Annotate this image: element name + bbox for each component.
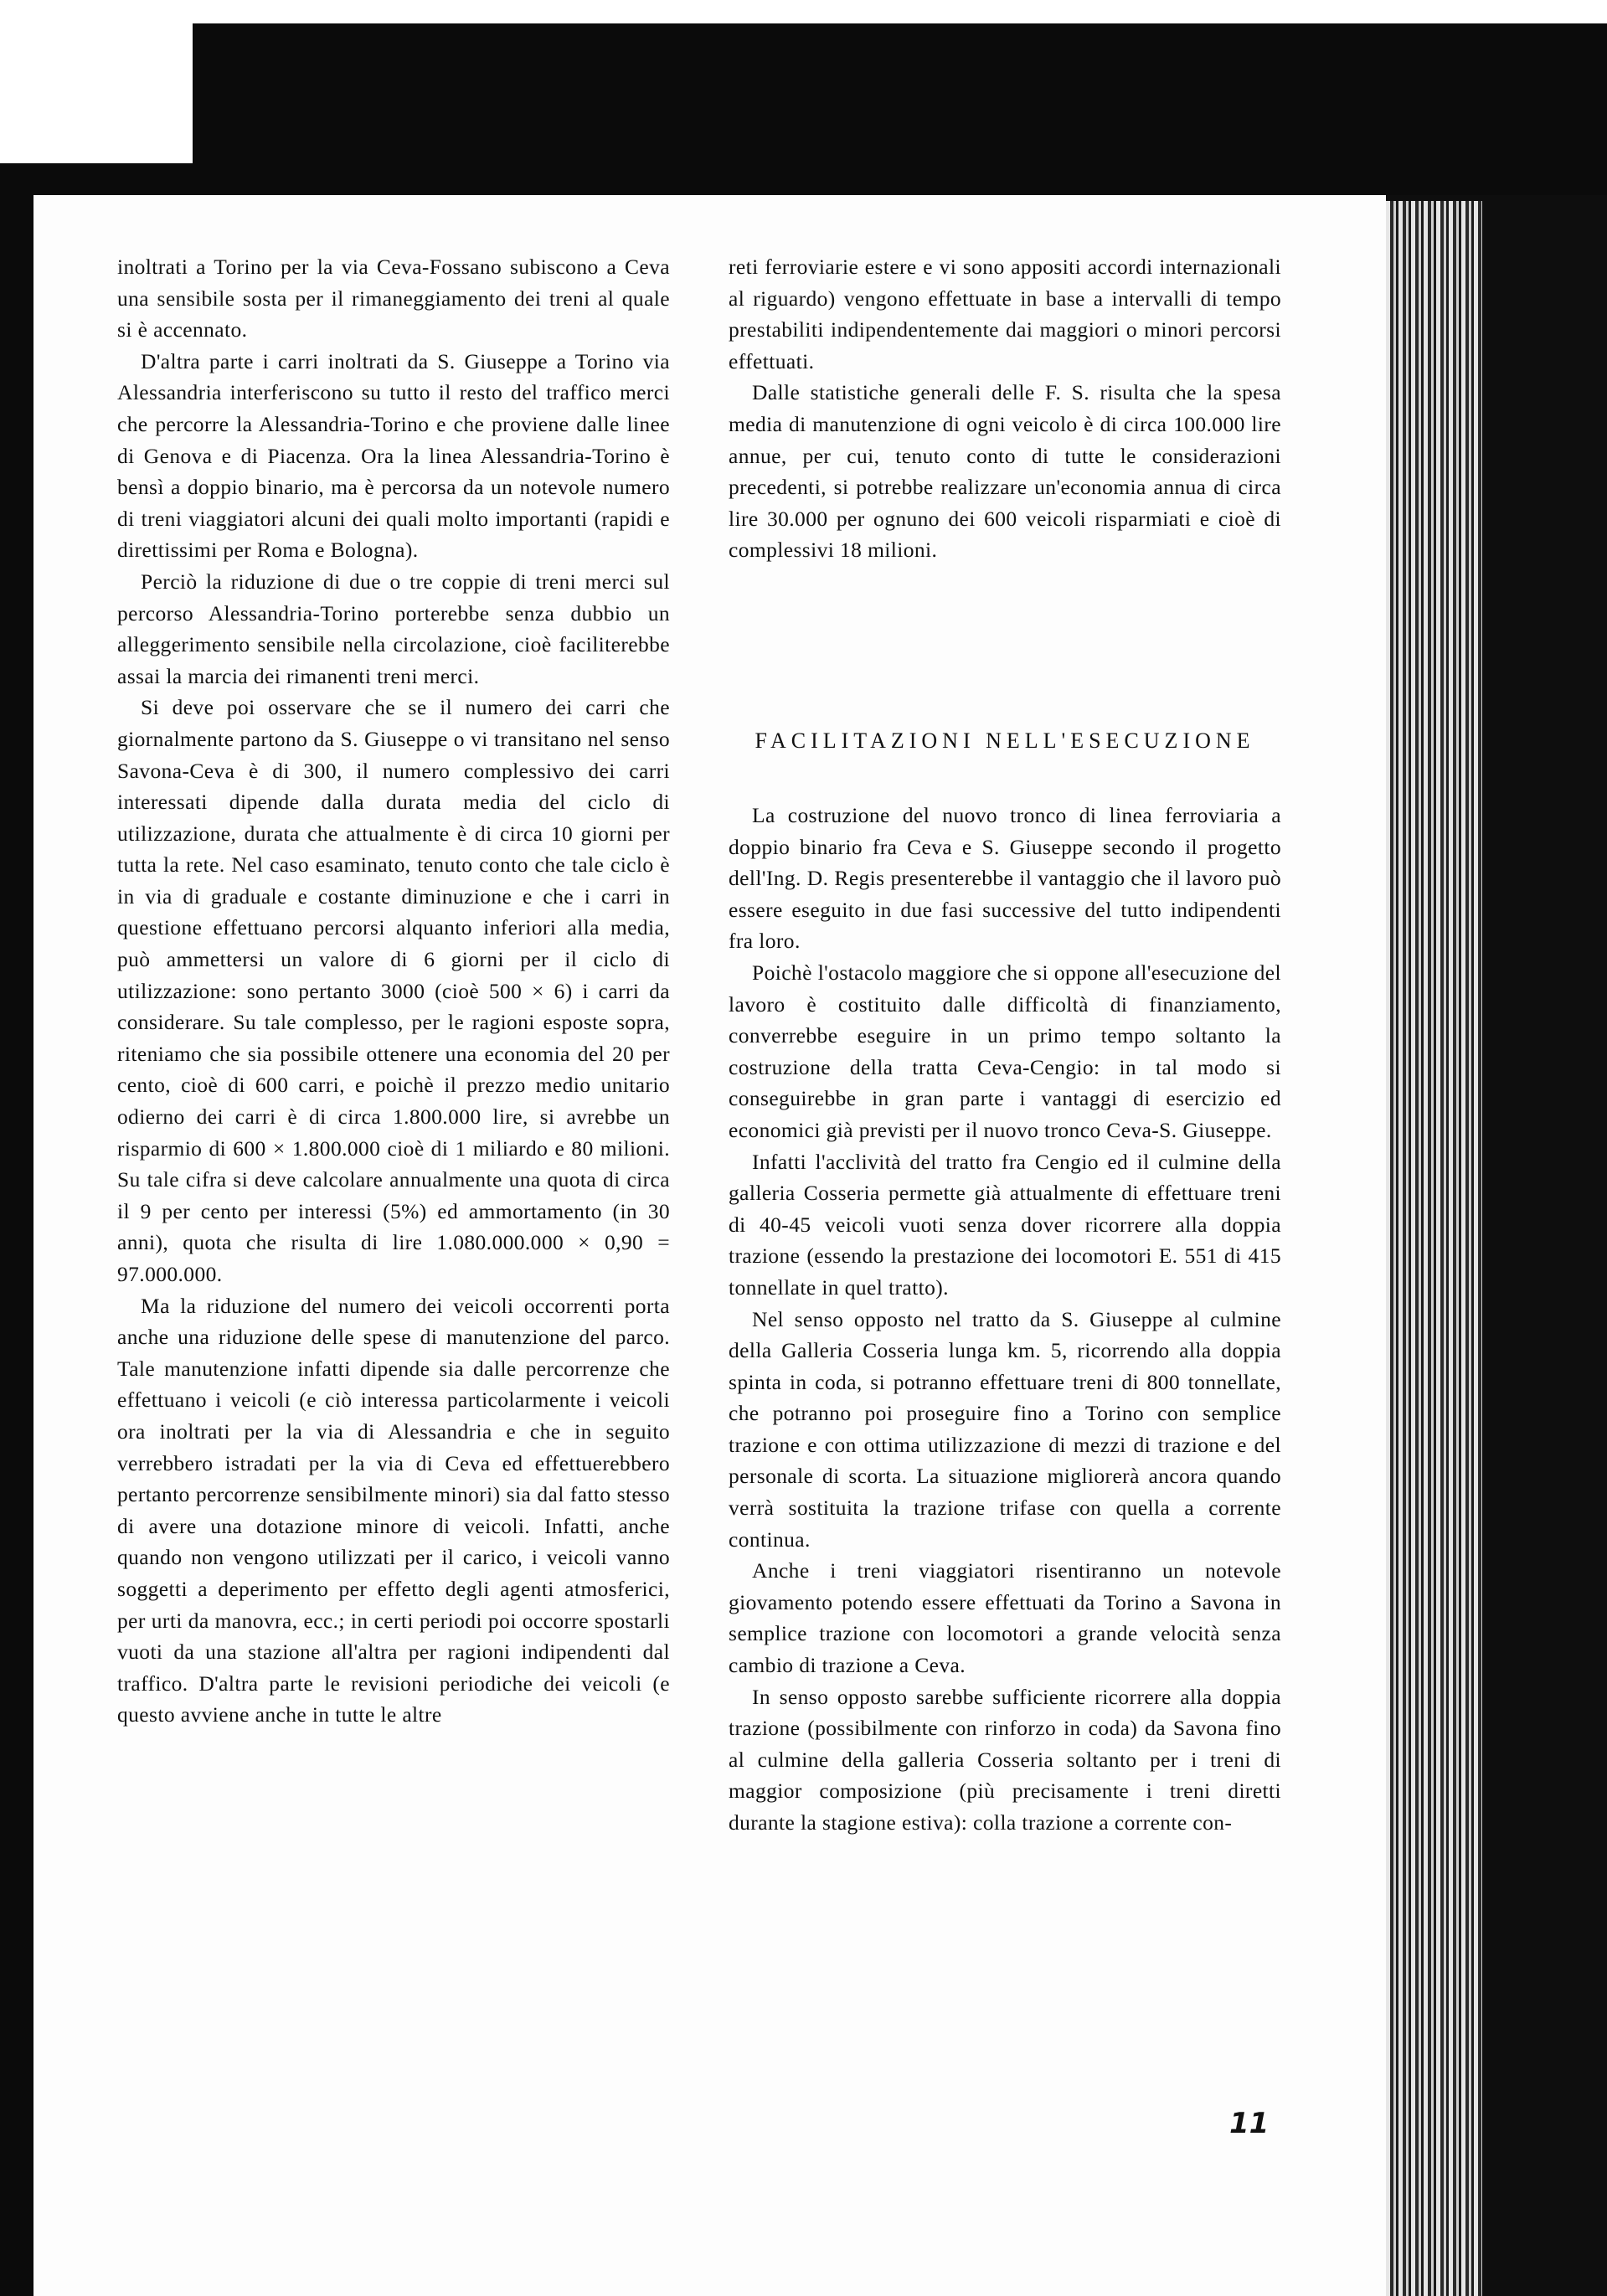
section-heading: FACILITAZIONI NELL'ESECUZIONE (755, 728, 1255, 753)
page-number: 11 (1229, 2107, 1270, 2140)
paragraph: La costruzione del nuovo tronco di linea ferroviaria a doppio binario fra Ceva e S. Giuseppe secondo il progetto dell'Ing. D. Regis presenterebbe il vantaggio che il lavoro può essere eseguito in due fasi successive del tutto indipendenti fra loro. (729, 803, 1281, 954)
right-column-top (729, 251, 1281, 566)
paragraph: D'altra parte i carri inoltrati da S. Giuseppe a Torino via Alessandria interferiscono su tutto il resto del traffico merci che percorre la Alessandria-Torino e che proviene dalle linee di Genova e di Piacenza. Ora la linea Alessandria-Torino è bensì a doppio binario, ma è percorsa da un notevole numero di treni viaggiatori alcuni dei quali molto importanti (rapidi e direttissimi per Roma e Bologna). (117, 348, 670, 563)
scanner-background-left (0, 163, 33, 2296)
paragraph: Infatti l'acclività del tratto fra Cengio ed il culmine della galleria Cosseria permette già attualmente di effettuare treni di 40-45 veicoli vuoti senza dover ricorrere alla doppia trazione (essendo la prestazione dei locomotori E. 551 di 415 tonnellate in quel tratto). (729, 1149, 1281, 1300)
left-column (117, 251, 670, 1731)
paragraph: Anche i treni viaggiatori risentiranno un notevole giovamento potendo essere effettuati da Torino a Savona in semplice trazione con locomotori a grande velocità senza cambio di trazione a Ceva. (729, 1558, 1281, 1678)
paragraph: Perciò la riduzione di due o tre coppie di treni merci sul percorso Alessandria-Torino porterebbe senza dubbio un alleggerimento sensibile nella circolazione, cioè faciliterebbe assai la marcia dei rimanenti treni merci. (117, 569, 670, 688)
paragraph: reti ferroviarie estere e vi sono appositi accordi internazionali al riguardo) vengono effettuate in base a intervalli di tempo prestabiliti indipendentemente dai maggiori o minori percorsi effettuati. (729, 255, 1281, 373)
scanner-background-top (193, 23, 1607, 195)
paragraph: Si deve poi osservare che se il numero dei carri che giornalmente partono da S. Giuseppe o vi transitano nel senso Savona-Ceva è di 300, il numero complessivo dei carri interessati dipende dalla durata media del ciclo di utilizzazione, durata che attualmente è di circa 10 giorni per tutta la rete. Nel caso esaminato, tenuto conto che tale ciclo è in via di graduale e costante diminuzione e che i carri in questione effettuano percorsi alquanto inferiori alla media, può ammettersi un valore di 6 giorni per il ciclo di utilizzazione: sono pertanto 3000 (cioè 500 × 6) i carri da considerare. Su tale complesso, per le ragioni esposte sopra, riteniamo che sia possibile ottenere una economia del 20 per cento, cioè di 600 carri, e poichè il prezzo medio unitario odierno dei carri è di circa 1.800.000 lire, si avrebbe un risparmio di 600 × 1.800.000 cioè di 1 miliardo e 80 milioni. Su tale cifra si deve calcolare annualmente una quota di circa il 9 per cento per interessi (5%) ed ammortamento (in 30 anni), quota che risulta di lire 1.080.000.000 × 0,90 = 97.000.000. (117, 695, 670, 1286)
paragraph: Dalle statistiche generali delle F. S. risulta che la spesa media di manutenzione di ogni veicolo è di circa 100.000 lire annue, per cui, tenuto conto di tutte le considerazioni precedenti, si potrebbe realizzare un'economia annua di circa lire 30.000 per ognuno dei 600 veicoli risparmiati e cioè di complessivi 18 milioni. (729, 380, 1281, 563)
page-stack-edges (1386, 201, 1482, 2296)
paragraph: inoltrati a Torino per la via Ceva-Fossano subiscono a Ceva una sensibile sosta per il rimaneggiamento dei treni al quale si è accennato. (117, 255, 670, 342)
paragraph: Nel senso opposto nel tratto da S. Giuseppe al culmine della Galleria Cosseria lunga km. 5, ricorrendo alla doppia spinta in coda, si potranno effettuare treni di 800 tonnellate, che potranno poi proseguire fino a Torino con semplice trazione e con ottima utilizzazione di mezzi di trazione e del personale di scorta. La situazione migliorerà ancora quando verrà sostituita la trazione trifase con quella a corrente continua. (729, 1306, 1281, 1552)
right-column-bottom (729, 800, 1281, 1839)
paragraph: Poichè l'ostacolo maggiore che si oppone all'esecuzione del lavoro è costituito dalle difficoltà di finanziamento, converrebbe eseguire in un primo tempo soltanto la costruzione della tratta Ceva-Cengio: in tal modo si conseguirebbe in gran parte i vantaggi di esercizio ed economici già previsti per il nuovo tronco Ceva-S. Giuseppe. (729, 960, 1281, 1142)
paragraph: Ma la riduzione del numero dei veicoli occorrenti porta anche una riduzione delle spese di manutenzione del parco. Tale manutenzione infatti dipende sia dalle percorrenze che effettuano i veicoli (e ciò interessa particolarmente i veicoli ora inoltrati per la via di Alessandria e che in seguito verrebbero istradati per la via di Ceva ed effettuerebbero pertanto percorrenze sensibilmente minori) sia dal fatto stesso di avere una dotazione minore di veicoli. Infatti, anche quando non vengono utilizzati per il carico, i veicoli vanno soggetti a deperimento per effetto degli agenti atmosferici, per urti da manovra, ecc.; in certi periodi poi occorre spostarli vuoti da una stazione all'altra per ragioni indipendenti dal traffico. D'altra parte le revisioni periodiche dei veicoli (e questo avviene anche in tutte le altre (117, 1293, 670, 1727)
paragraph: In senso opposto sarebbe sufficiente ricorrere alla doppia trazione (possibilmente con rinforzo in coda) da Savona fino al culmine della galleria Cosseria soltanto per i treni di maggior composizione (più precisamente i treni diretti durante la stagione estiva): colla trazione a corrente con- (729, 1684, 1281, 1835)
